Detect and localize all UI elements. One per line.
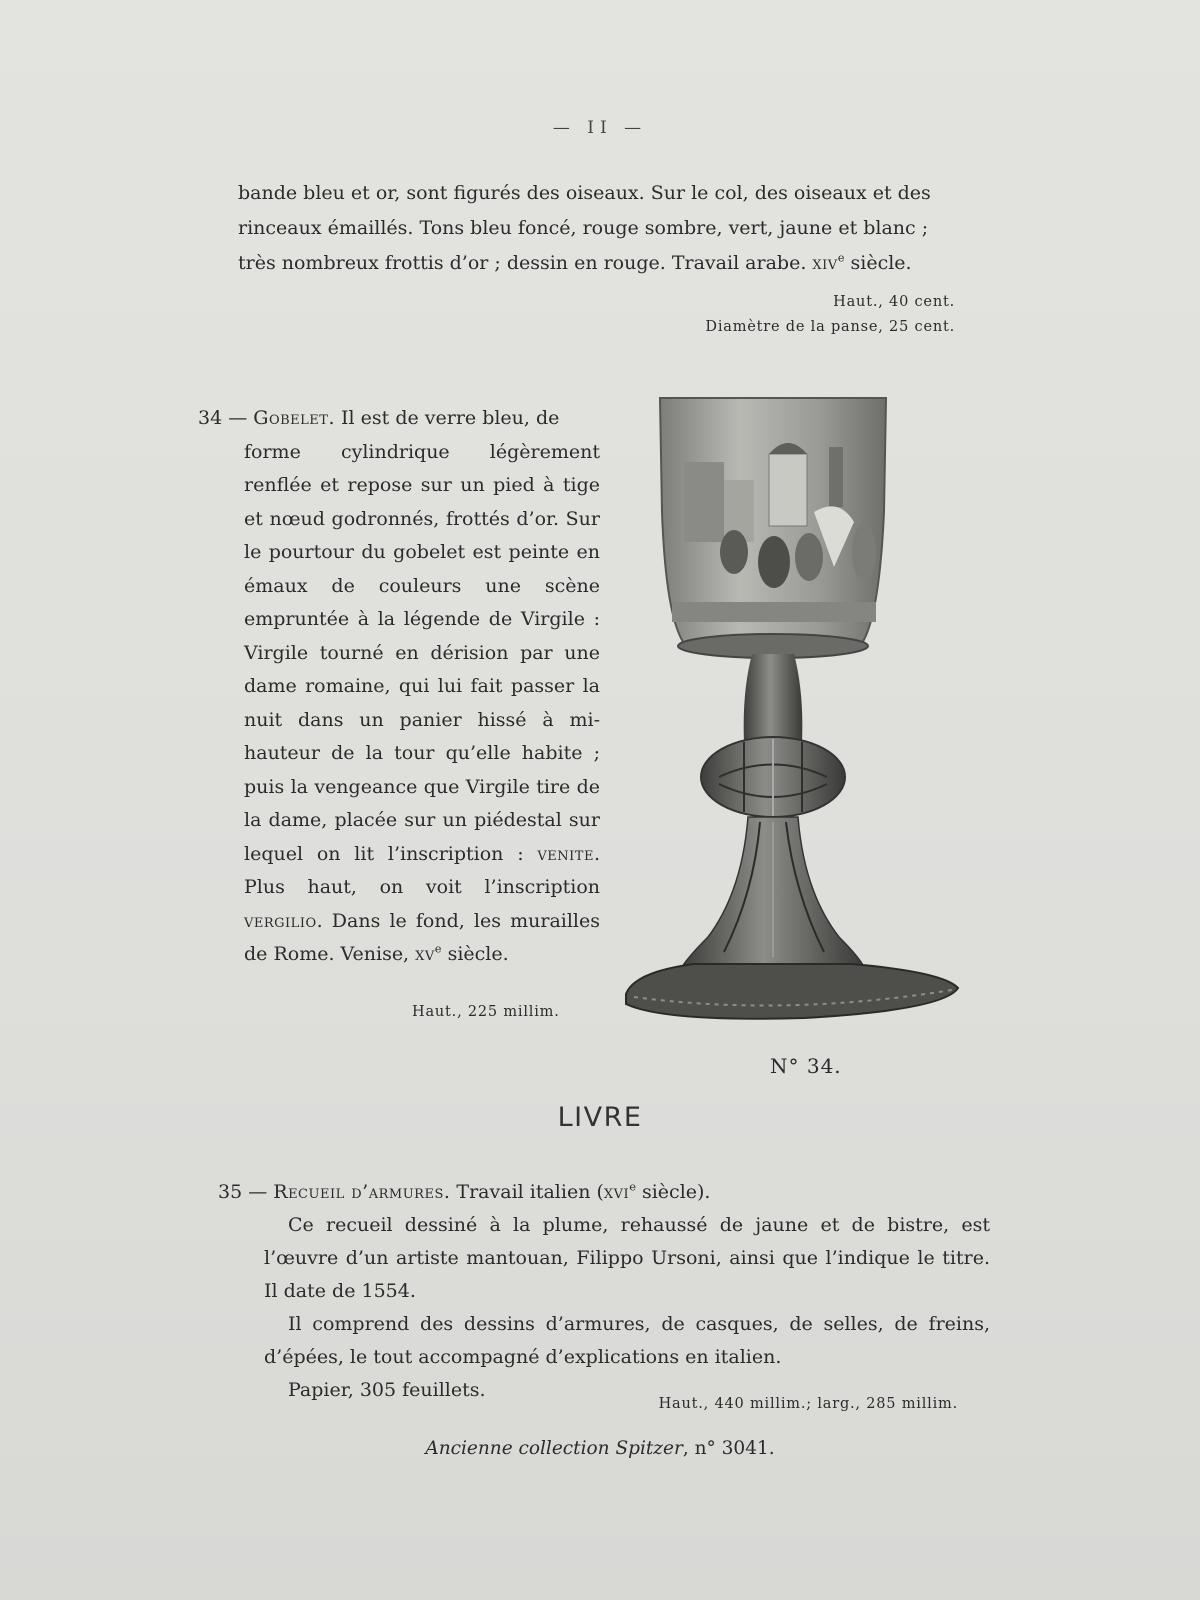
entry-title: Recueil d’armures. [273, 1181, 451, 1203]
section-title: LIVRE [557, 1102, 643, 1133]
height-measure: Haut., 40 cent. [833, 294, 955, 310]
entry-paragraph: Papier, 305 feuillets. [288, 1379, 486, 1401]
entry-34-height: Haut., 225 millim. [412, 1004, 560, 1020]
text-line: bande bleu et or, sont figurés des oiseaux. Sur le col, des oiseaux et des [238, 182, 931, 204]
diameter-measure: Diamètre de la panse, 25 cent. [705, 319, 955, 335]
inscription: vergilio [244, 909, 317, 932]
figure-caption: N° 34. [770, 1054, 842, 1078]
entry-35-dimensions: Haut., 440 millim.; larg., 285 millim. [658, 1396, 958, 1412]
century: xvi [603, 1181, 630, 1203]
century: xiv [812, 252, 838, 274]
entry-35 [218, 1176, 990, 1407]
inscription: venite [537, 842, 594, 865]
entry-description: forme cylindrique légèrement renflée et repose sur un pied à tige et nœud godronnés, frottés d’or. Sur le pourtour du gobelet est peinte en émaux de couleurs une scène empruntée à la légende de Virgile : Virgile tourné en dérision par une dame romaine, qui lui fait passer la nuit dans un panier hissé à mi-hauteur de la tour qu’elle habite ; puis la vengeance que Virgile tire de la dame, placée sur un piédestal sur lequel on lit l’inscription : venite. Plus haut, on voit l’inscription vergilio. Dans le fond, les murailles de Rome. Venise, $xv^e$ siècle. [244, 440, 600, 965]
goblet-photograph [624, 392, 974, 1042]
entry-heading: 34 — Gobelet. Il est de verre bleu, de [198, 407, 560, 429]
entry-paragraph: Ce recueil dessiné à la plume, rehaussé de jaune et de bistre, est l’œuvre d’un artiste mantouan, Filippo Ursoni, ainsi que l’indique le titre. Il date de 1554. [264, 1214, 990, 1302]
text-line: très nombreux frottis d’or ; dessin en rouge. Travail arabe. xiv$^e$ siècle. [238, 250, 912, 274]
entry-33-continuation [238, 176, 978, 281]
page-number: — II — [552, 118, 648, 138]
entry-title: Gobelet. [253, 407, 335, 429]
entry-33-measurements [705, 290, 955, 340]
entry-paragraph: Il comprend des dessins d’armures, de casques, de selles, de freins, d’épées, le tout accompagné d’explications en italien. [264, 1313, 990, 1368]
text-line: rinceaux émaillés. Tons bleu foncé, rouge sombre, vert, jaune et blanc ; [238, 217, 929, 239]
century: xv [415, 943, 435, 965]
goblet-illustration [624, 392, 974, 1042]
provenance-note: Ancienne collection Spitzer, n° 3041. [425, 1438, 775, 1459]
entry-34 [198, 402, 600, 972]
entry-heading: 35 — Recueil d’armures. Travail italien (xvi$^e$ siècle). [218, 1179, 711, 1203]
entry-number: 34 — [198, 407, 248, 429]
entry-number: 35 — [218, 1181, 268, 1203]
